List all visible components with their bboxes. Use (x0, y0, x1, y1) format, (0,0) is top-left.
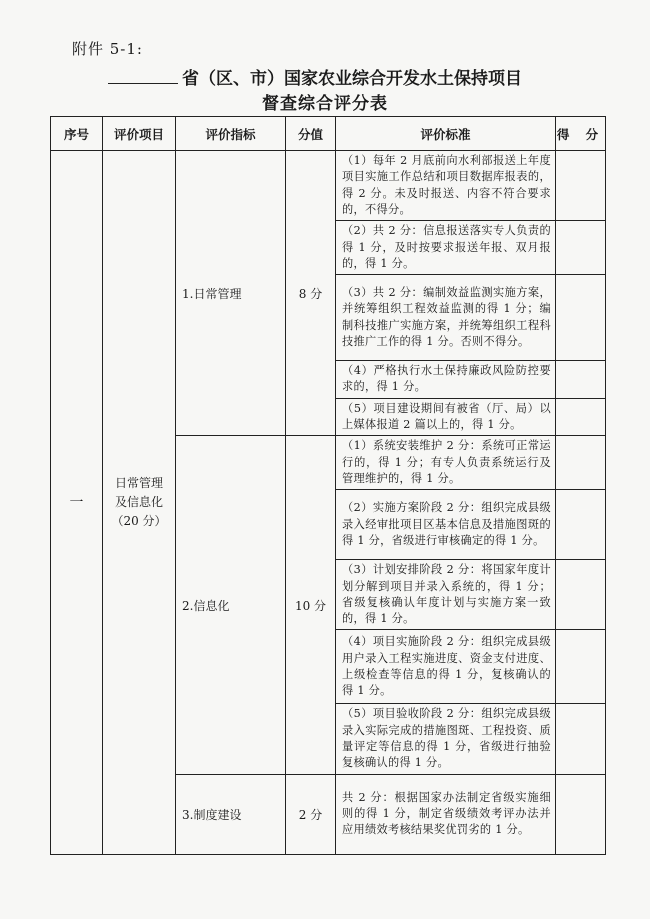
evaluation-table (50, 116, 606, 855)
result-cell (556, 490, 606, 560)
criterion-1-2: （2）共 2 分：信息报送落实专人负责的得 1 分，及时按要求报送年报、双月报的，得 1 分。 (336, 221, 556, 275)
section-item-line-3: （20 分） (111, 513, 167, 528)
indicator-informatization: 2.信息化 (176, 436, 286, 774)
col-header-indicator: 评价指标 (176, 117, 286, 151)
col-header-score: 分值 (286, 117, 336, 151)
result-cell (556, 221, 606, 275)
indicator-system-building: 3.制度建设 (176, 774, 286, 854)
indicator-system-building-score: 2 分 (286, 774, 336, 854)
criterion-2-2: （2）实施方案阶段 2 分：组织完成县级录入经审批项目区基本信息及措施图斑的得 1 分，省级进行审核确定的得 1 分。 (336, 490, 556, 560)
table-header-row (51, 117, 606, 151)
col-header-result: 得 分 (556, 117, 606, 151)
title-line-2: 督查综合评分表 (262, 94, 388, 114)
col-header-seq: 序号 (51, 117, 103, 151)
result-cell (556, 560, 606, 630)
criterion-2-4: （4）项目实施阶段 2 分：组织完成县级用户录入工程实施进度、资金支付进度、上级检查等信息的得 1 分，复核确认的得 1 分。 (336, 630, 556, 704)
title-line-1-text: 省（区、市）国家农业综合开发水土保持项目 (182, 69, 522, 89)
indicator-informatization-score: 10 分 (286, 436, 336, 774)
col-header-item: 评价项目 (103, 117, 176, 151)
criterion-2-5: （5）项目验收阶段 2 分：组织完成县级录入实际完成的措施图斑、工程投资、质量评定等信息的得 1 分，省级进行抽验复核确认的得 1 分。 (336, 704, 556, 774)
result-cell (556, 275, 606, 361)
criterion-2-3: （3）计划安排阶段 2 分：将国家年度计划分解到项目并录入系统的，得 1 分；省级复核确认年度计划与实施方案一致的，得 1 分。 (336, 560, 556, 630)
attachment-label: 附件 5-1: (72, 40, 143, 58)
section-seq: 一 (51, 151, 103, 855)
table-row (51, 151, 606, 221)
title-line-1 (108, 64, 578, 89)
criterion-3-1: 共 2 分：根据国家办法制定省级实施细则的得 1 分，制定省级绩效考评办法并应用绩效考核结果奖优罚劣的 1 分。 (336, 774, 556, 854)
result-cell (556, 361, 606, 399)
criterion-2-1: （1）系统安装维护 2 分：系统可正常运行的，得 1 分；有专人负责系统运行及管理维护的，得 1 分。 (336, 436, 556, 490)
result-cell (556, 704, 606, 774)
section-item-line-1: 日常管理 (114, 475, 163, 490)
province-blank (108, 67, 178, 84)
col-header-criteria: 评价标准 (336, 117, 556, 151)
section-item-line-2: 及信息化 (114, 494, 163, 509)
result-cell (556, 151, 606, 221)
result-cell (556, 630, 606, 704)
result-cell (556, 436, 606, 490)
result-cell (556, 398, 606, 436)
criterion-1-4: （4）严格执行水土保持廉政风险防控要求的，得 1 分。 (336, 361, 556, 399)
section-item (103, 151, 176, 855)
criterion-1-5: （5）项目建设期间有被省（厅、局）以上媒体报道 2 篇以上的，得 1 分。 (336, 398, 556, 436)
indicator-daily-management: 1.日常管理 (176, 151, 286, 436)
criterion-1-3: （3）共 2 分：编制效益监测实施方案，并统筹组织工程效益监测的得 1 分；编制科技推广实施方案，并统筹组织工程科技推广工作的得 1 分。否则不得分。 (336, 275, 556, 361)
indicator-daily-management-score: 8 分 (286, 151, 336, 436)
criterion-1-1: （1）每年 2 月底前向水利部报送上年度项目实施工作总结和项目数据库报表的，得 2 分。未及时报送、内容不符合要求的，不得分。 (336, 151, 556, 221)
result-cell (556, 774, 606, 854)
